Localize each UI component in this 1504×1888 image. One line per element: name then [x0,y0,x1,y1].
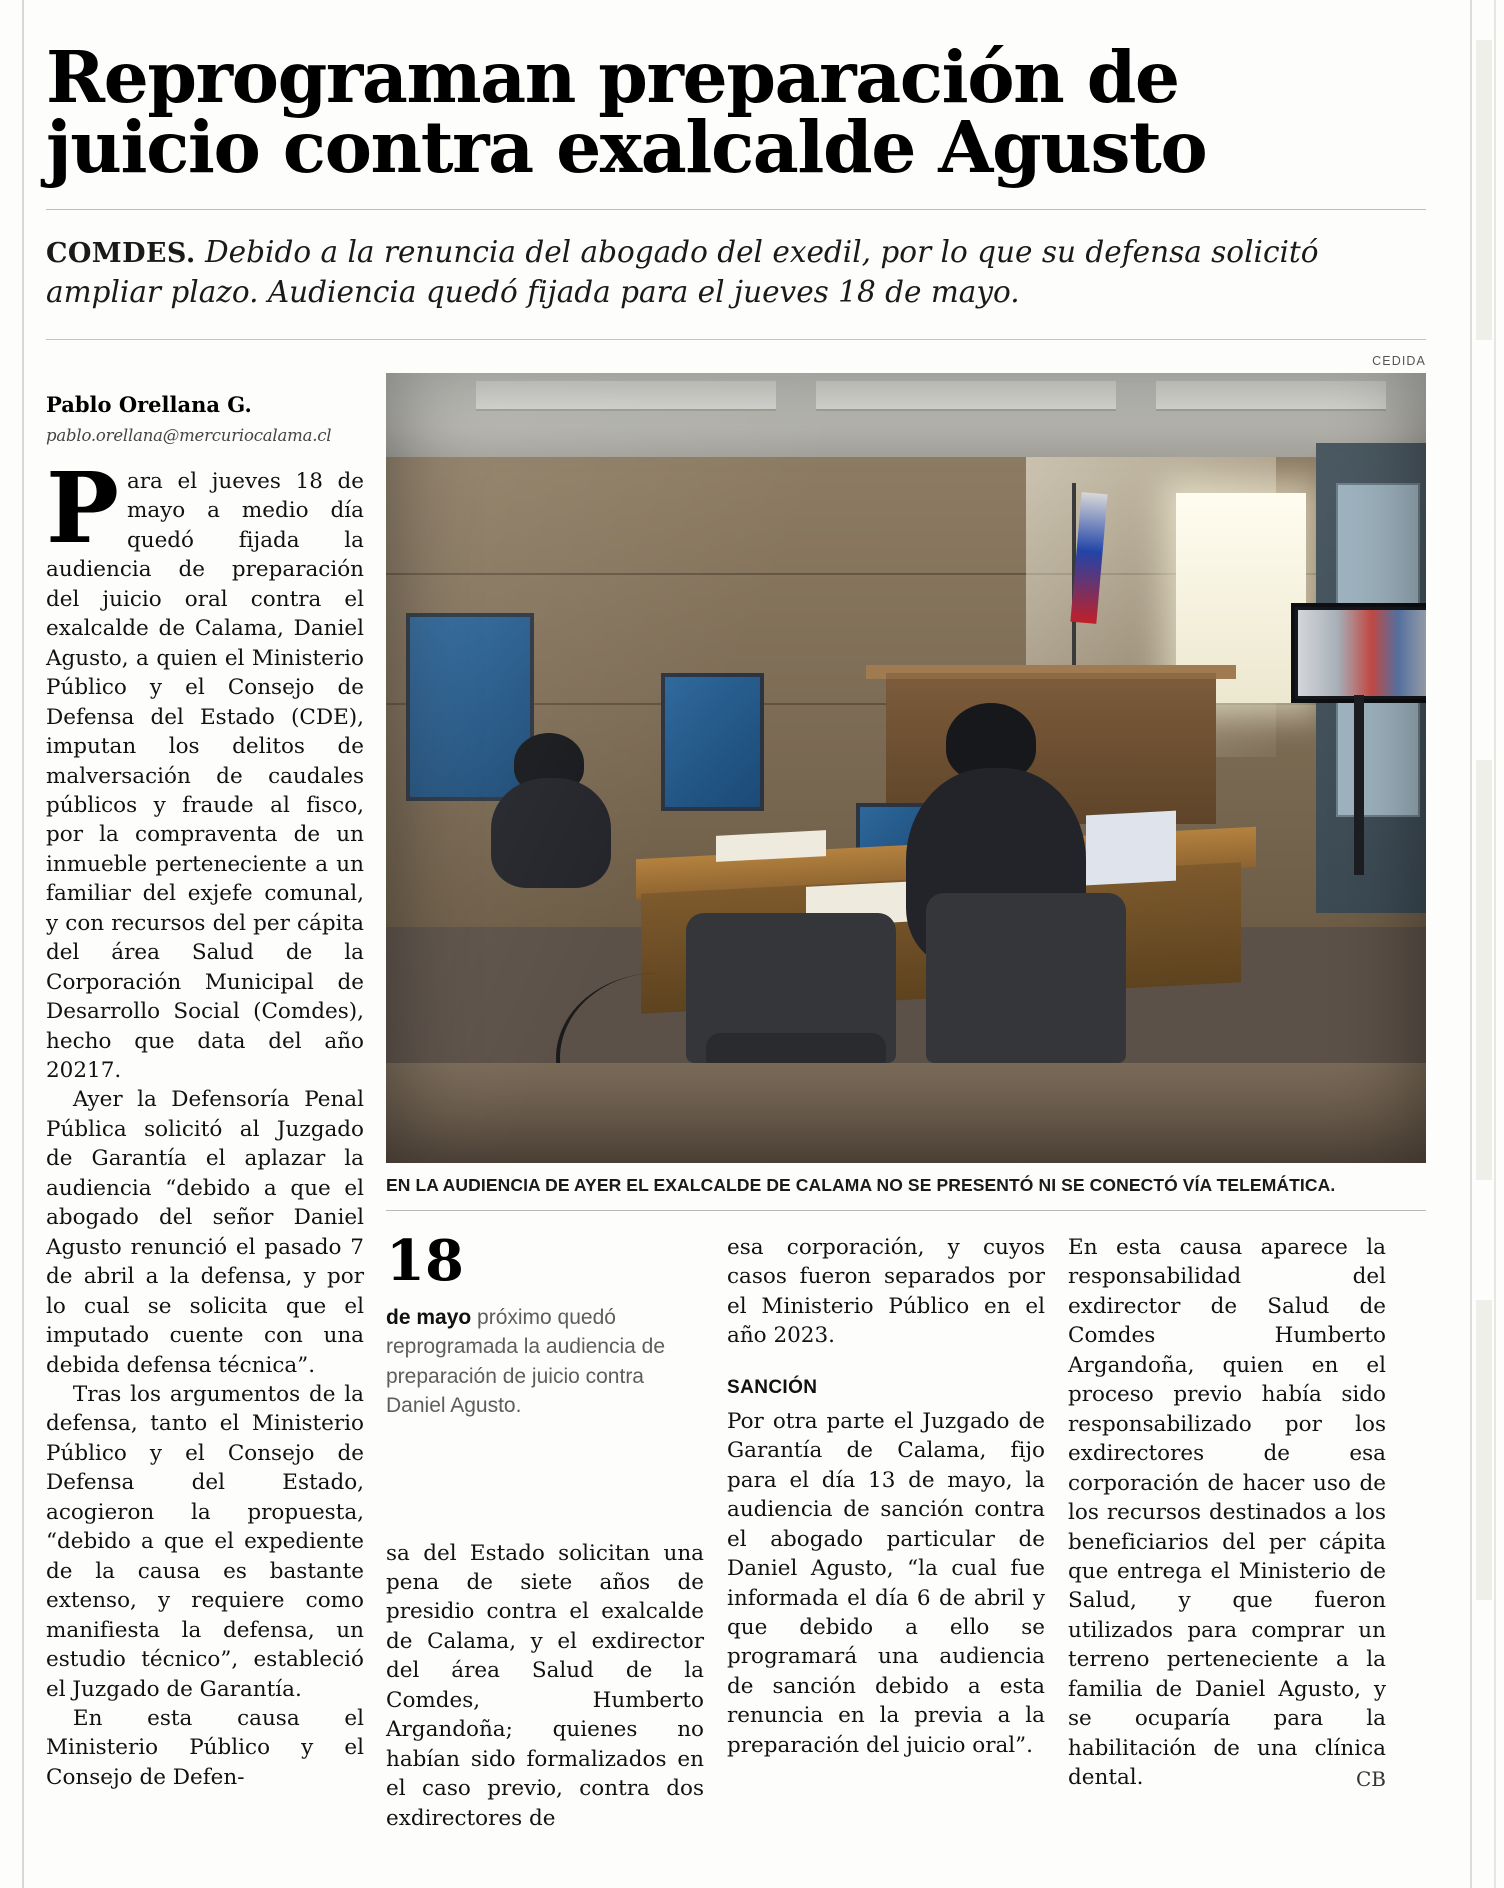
lower-column-2 [727,1233,1068,1833]
courtroom-photo [386,373,1426,1163]
factoid-text [386,1303,686,1421]
photo-person-1-body [491,778,611,888]
photo-screen-image [1298,610,1426,696]
photo-block [386,354,1426,1211]
page-title [46,35,1431,190]
article-body-lower-1 [386,1539,704,1834]
factoid-body: próximo quedó reprogramada la audiencia de preparación de juicio contra Daniel Agusto. [386,1305,666,1418]
paragraph-4-cont: sa del Estado solicitan una pena de siete años de presidio contra el exalcalde de Calama, y el exdirector del área Salud de la Comdes, Humberto Argandoña; quienes no habían sido formalizados en el caso previo, contra dos exdirectores de [386,1540,704,1831]
standfirst-kicker: COMDES. [46,237,196,269]
paragraph-4: En esta causa el Ministerio Público y el Consejo de Defen- [46,1706,364,1790]
right-edge-fragment-top [1476,40,1492,340]
paragraph-5-cont: esa corporación, y cuyos casos fueron separados por el Ministerio Público en el año 2023. [727,1234,1045,1349]
paragraph-3: Tras los argumentos de la defensa, tanto el Ministerio Público y el Consejo de Defensa del Estado, acogieron la propuesta, “debido a que el expediente de la causa es bastante extenso, y requiere como manifiesta la defensa, un estudio técnico”, estableció el Juzgado de Garantía. [46,1382,364,1702]
main-columns [46,354,1436,1833]
photo-monitor-left-screen [410,617,530,797]
headline-divider [46,209,1426,210]
drop-cap: P [46,450,119,565]
article-body-lower-2 [727,1233,1045,1351]
photo-chair-back-right [926,893,1126,1063]
article-body-lower-3 [1068,1233,1386,1793]
article-body-lower-2b [727,1407,1045,1760]
right-gutter-rule-inner [1494,0,1496,1888]
photo-ceiling-panel-3 [1156,381,1386,409]
standfirst [46,232,1391,313]
lower-column-3 [1068,1233,1386,1833]
photo-caption: EN LA AUDIENCIA DE AYER EL EXALCALDE DE CALAMA NO SE PRESENTÓ NI SE CONECTÓ VÍA TELEMÁTICA. [386,1174,1336,1195]
photo-monitor-center-screen [665,677,760,807]
article-body-left [46,450,364,1792]
byline-author: Pablo Orellana G. [46,391,252,417]
factoid-lead: de mayo [386,1305,472,1329]
photo-screen-stand [1354,695,1364,875]
photo-ceiling-panel-1 [476,381,776,409]
paragraph-7: En esta causa aparece la responsabilidad del exdirector de Salud de Comdes Humberto Argandoña, quien en el proceso previo había sido responsabilizado por los exdirectores de esa corporación de hacer uso de los recursos destinados a los beneficiarios del per cápita que entrega el Ministerio de Salud, y que fueron utilizados para comprar un terreno perteneciente a la familia de Daniel Agusto, y se ocuparía para la habilitación de una clínica dental. [1068,1234,1386,1791]
photo-monitor-center [661,673,764,811]
right-edge-fragment-bottom [1476,1300,1492,1600]
byline-email: pablo.orellana@mercuriocalama.cl [46,425,332,445]
photo-folder [1086,811,1176,886]
paragraph-1 [46,450,364,1086]
photo-floor [386,1063,1426,1163]
right-edge-fragment-mid [1476,760,1492,1180]
column-right [386,354,1428,1833]
article-container [46,0,1446,1833]
headline-line-2: juicio contra exalcalde Agusto [46,105,1207,190]
caption-divider [386,1210,1426,1211]
factoid-number: 18 [386,1227,464,1294]
lower-columns [386,1227,1428,1833]
photo-wall-screen [1291,603,1426,703]
paragraph-2: Ayer la Defensoría Penal Pública solicitó al Juzgado de Garantía el aplazar la audiencia “debido a que el abogado del señor Daniel Agusto renunció el pasado 7 de abril a la defensa, y por lo cual se solicita que el imputado cuente con una debida defensa técnica”. [46,1087,364,1378]
column-left [46,354,386,1833]
lower-column-1 [386,1227,727,1833]
paragraph-1-text: ara el jueves 18 de mayo a medio día quedó fijada la audiencia de preparación del juicio oral contra el exalcalde de Calama, Daniel Agusto, a quien el Ministerio Público y el Consejo de Defensa del Estado (CDE), imputan los delitos de malversación de caudales públicos y fraude al fisco, por la compraventa de un inmueble perteneciente a un familiar del exjefe comunal, y con recursos del per cápita del área Salud de la Corporación Municipal de Desarrollo Social (Comdes), hecho que data del año 20217. [46,468,364,1084]
left-gutter-rule [22,0,24,1888]
photo-credit: CEDIDA [1372,353,1426,368]
photo-ceiling-panel-2 [816,381,1116,409]
paragraph-6: Por otra parte el Juzgado de Garantía de Calama, fijo para el día 13 de mayo, la audiencia de sanción contra el abogado particular de Daniel Agusto, “la cual fue informada el día 6 de abril y que debido a ello se programará una audiencia de sanción debido a esta renuncia en la previa a la preparación del juicio oral”. [727,1408,1045,1758]
standfirst-divider [46,339,1426,340]
headline-line-1: Reprograman preparación de [46,35,1179,119]
standfirst-text: Debido a la renuncia del abogado del exedil, por lo que su defensa solicitó ampliar plazo. Audiencia quedó fijada para el jueves 18 de mayo. [46,234,1319,310]
right-gutter-rule-outer [1470,0,1472,1888]
article-end-mark: CB [1356,1766,1386,1791]
section-heading-sancion: SANCIÓN [727,1376,818,1398]
